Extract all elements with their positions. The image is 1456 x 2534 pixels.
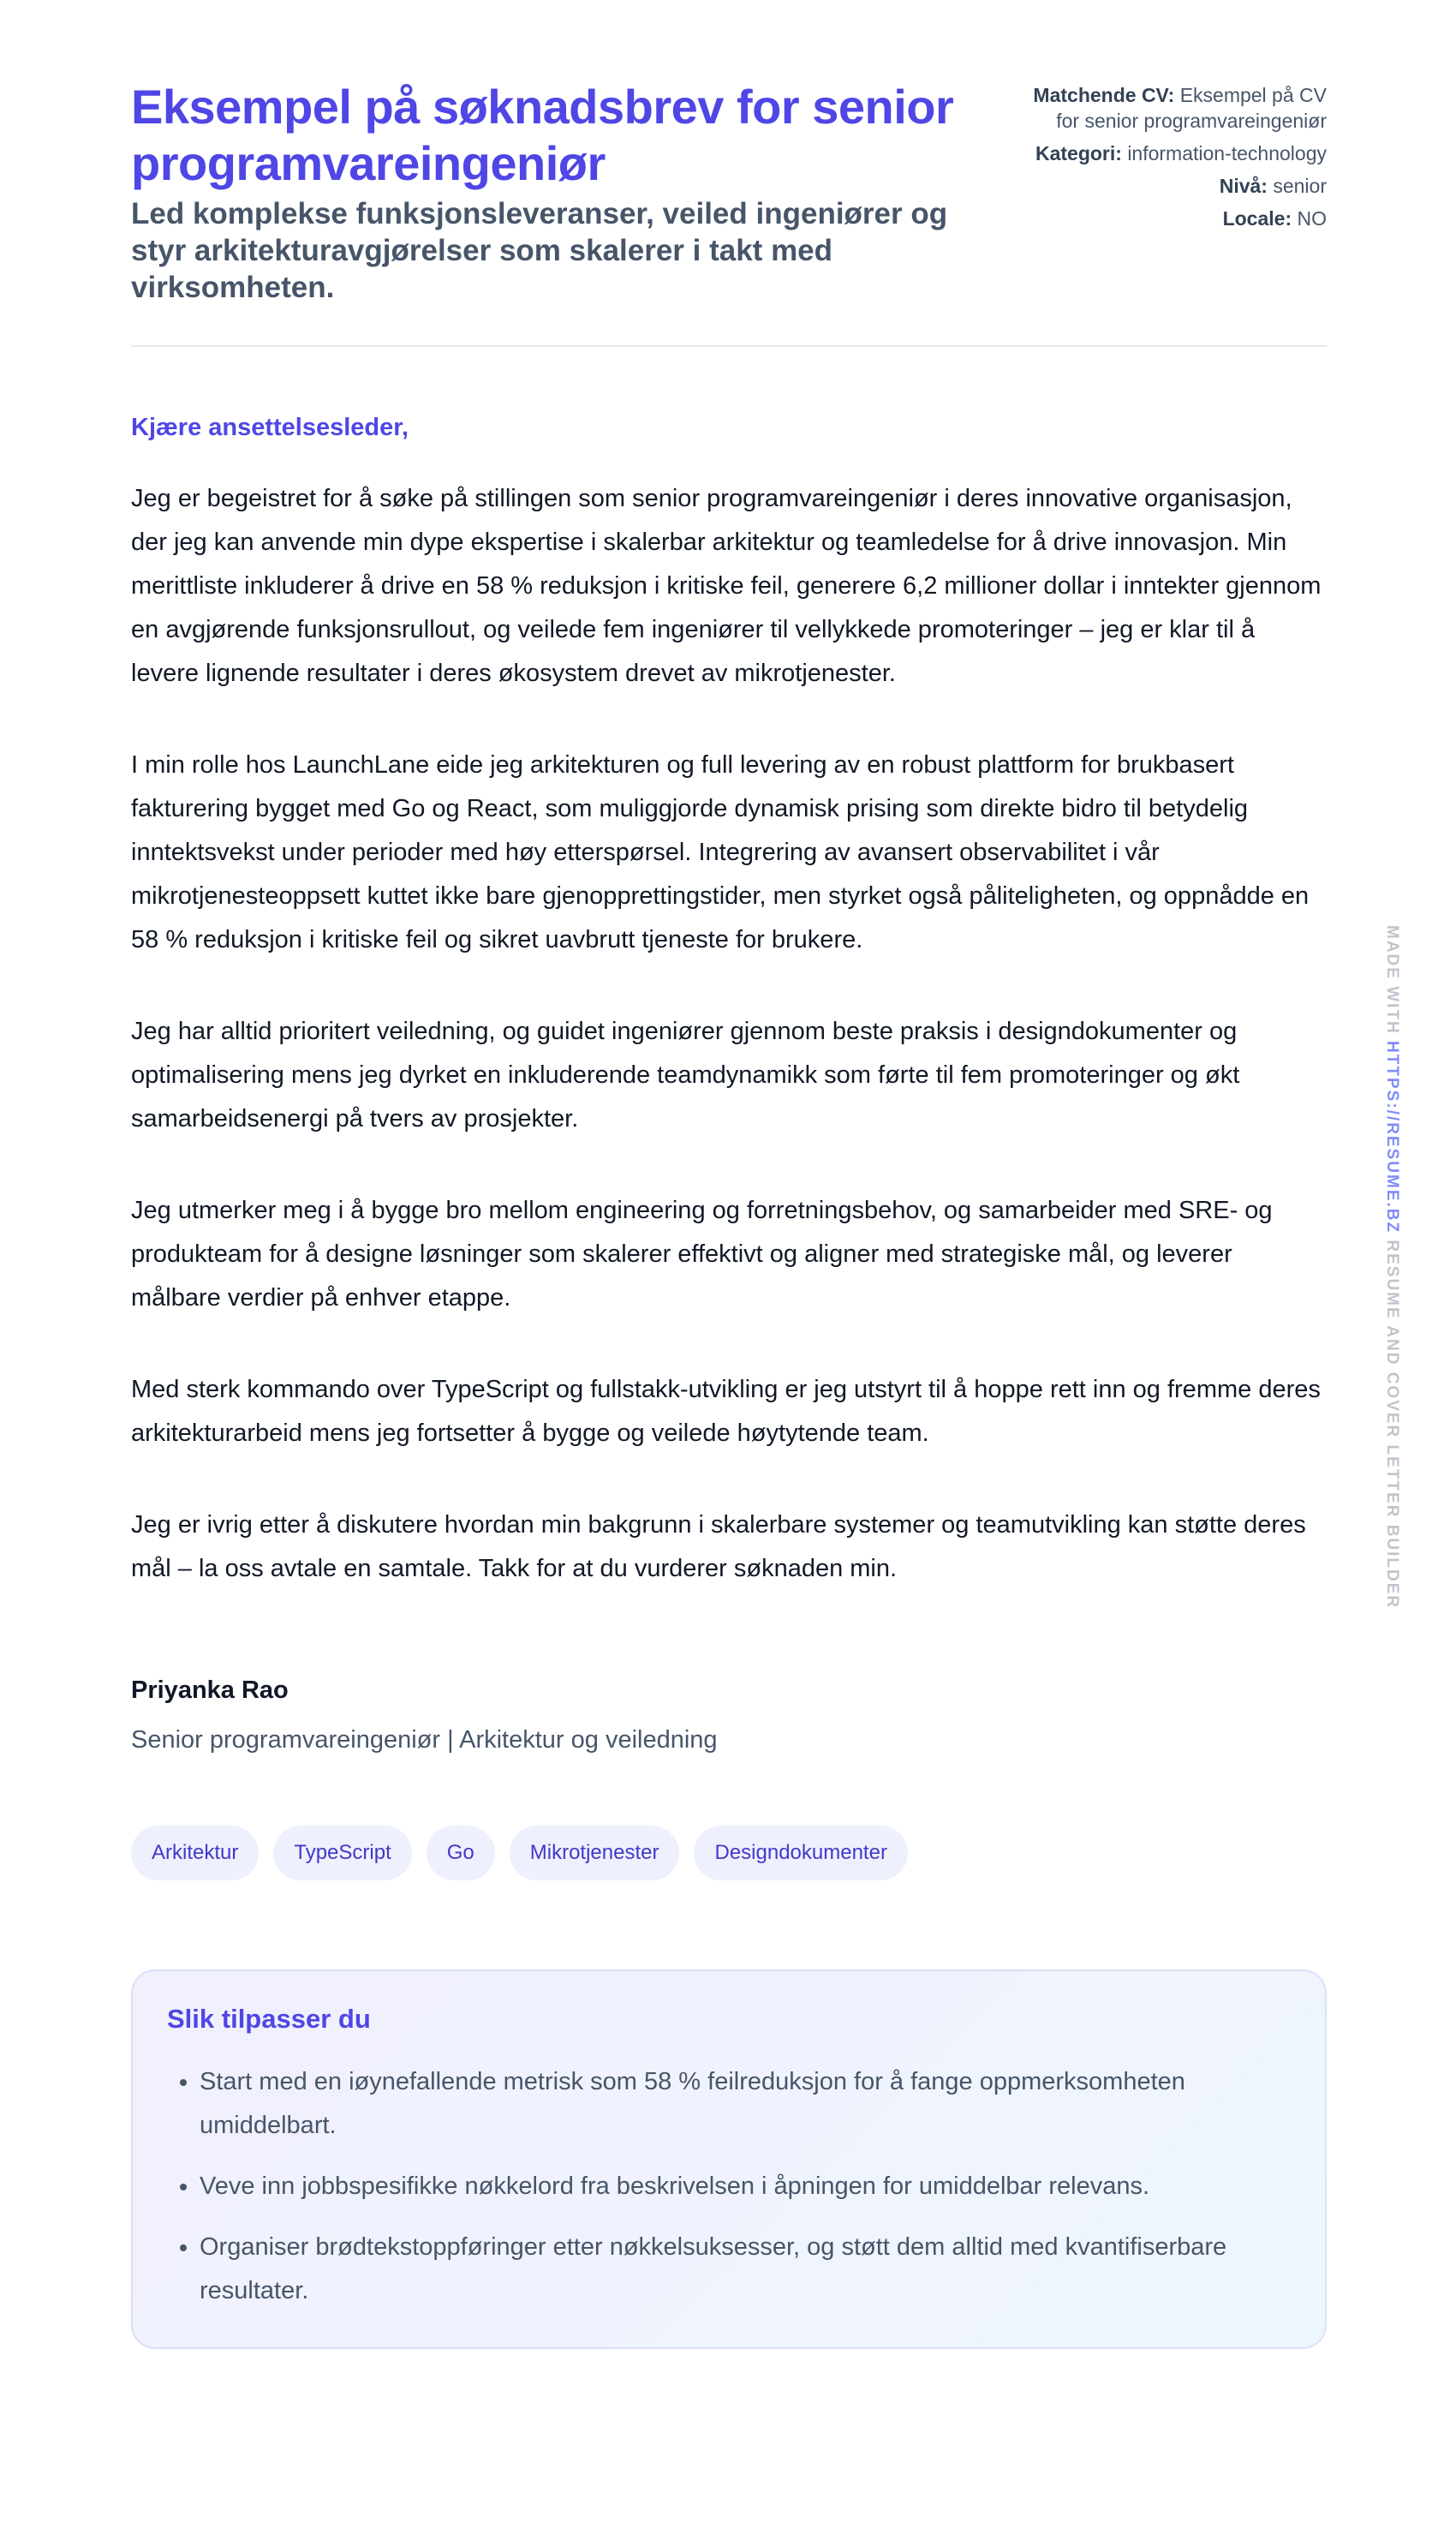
meta-category: [1027, 140, 1327, 166]
meta-value[interactable]: Eksempel på CV for senior programvareingeniør: [1056, 84, 1327, 132]
meta-level: [1027, 173, 1327, 199]
meta-value: NO: [1297, 207, 1327, 230]
tag-chip[interactable]: Designdokumenter: [694, 1826, 907, 1880]
watermark-suffix: RESUME AND COVER LETTER BUILDER: [1383, 1240, 1401, 1610]
tag-chip[interactable]: TypeScript: [273, 1826, 411, 1880]
greeting: Kjære ansettelsesleder,: [131, 414, 409, 441]
tag-list: [131, 1826, 1327, 1880]
watermark-prefix: MADE WITH: [1383, 925, 1401, 1035]
tips-box: [131, 1969, 1327, 2349]
cover-letter-page: [131, 0, 1327, 2349]
header-divider: [131, 345, 1327, 347]
meta-locale: [1027, 206, 1327, 231]
tag-chip[interactable]: Arkitektur: [131, 1826, 259, 1880]
meta-label: Nivå:: [1219, 175, 1268, 197]
tips-list: [167, 2060, 1291, 2313]
meta-value: information-technology: [1127, 142, 1327, 164]
signature-title: Senior programvareingeniør | Arkitektur og veiledning: [131, 1726, 718, 1754]
tag-chip[interactable]: Go: [427, 1826, 495, 1880]
meta-label: Locale:: [1222, 207, 1292, 230]
tip-item: • Start med en iøynefallende metrisk som 58 % feilreduksjon for å fange oppmerksomheten umiddelbart.: [200, 2060, 1291, 2148]
tag-chip[interactable]: Mikrotjenester: [510, 1826, 680, 1880]
tip-item: • Veve inn jobbspesifikke nøkkelord fra beskrivelsen i åpningen for umiddelbar relevans.: [200, 2165, 1291, 2208]
letter-paragraph: I min rolle hos LaunchLane eide jeg arkitekturen og full levering av en robust plattform for brukbasert fakturering bygget med Go og React, som muliggjorde dynamisk prising som direkte bidro til betydelig inntektsvekst under perioder med høy etterspørsel. Integrering av avansert observabilitet i vår mikrotjenesteoppsett kuttet ikke bare gjenopprettingstider, men styrket også påliteligheten, og oppnådde en 58 % reduksjon i kritiske feil og sikret uavbrutt tjeneste for brukere.: [131, 751, 1310, 953]
letter-paragraph: Jeg er begeistret for å søke på stillingen som senior programvareingeniør i deres innovative organisasjon, der jeg kan anvende min dype ekspertise i skalerbar arkitektur og teamledelse for å drive innovasjon. Min merittliste inkluderer å drive en 58 % reduksjon i kritiske feil, generere 6,2 millioner dollar i inntekter gjennom en avgjørende funksjonsrullout, og veilede fem ingeniører til vellykkede promoteringer – jeg er klar til å levere lignende resultater i deres økosystem drevet av mikrotjenester.: [131, 485, 1322, 687]
signature-name: Priyanka Rao: [131, 1676, 289, 1704]
signature: [131, 1673, 1327, 1757]
page-header: [131, 0, 1327, 306]
page-title: Eksempel på søknadsbrev for senior programvareingeniør: [131, 80, 954, 190]
letter-paragraph: Jeg har alltid prioritert veiledning, og guidet ingeniører gjennom beste praksis i designdokumenter og optimalisering mens jeg dyrket en inkluderende teamdynamikk som førte til fem promoteringer og økt samarbeidsenergi på tvers av prosjekter.: [131, 1018, 1240, 1133]
watermark: [1382, 925, 1401, 1609]
tip-item: • Organiser brødtekstoppføringer etter nøkkelsuksesser, og støtt dem alltid med kvantifiserbare resultater.: [200, 2226, 1291, 2313]
letter-paragraph: Jeg utmerker meg i å bygge bro mellom engineering og forretningsbehov, og samarbeider med SRE- og produkteam for å designe løsninger som skalerer effektivt og aligner med strategiske mål, og leverer målbare verdier på enhver etappe.: [131, 1197, 1273, 1312]
watermark-link[interactable]: HTTPS://RESUME.BZ: [1383, 1041, 1401, 1234]
page-subtitle: Led komplekse funksjonsleveranser, veiled ingeniører og styr arkitekturavgjørelser som skalerer i takt med virksomheten.: [131, 197, 948, 304]
header-left: [131, 79, 1005, 306]
tips-title: Slik tilpasser du: [167, 2004, 371, 2034]
letter-paragraph: Med sterk kommando over TypeScript og fullstakk-utvikling er jeg utstyrt til å hoppe rett inn og fremme deres arkitekturarbeid mens jeg fortsetter å bygge og veilede høytytende team.: [131, 1376, 1321, 1447]
meta-value: senior: [1273, 175, 1327, 197]
meta-matching-cv: [1027, 82, 1327, 134]
meta-label: Kategori:: [1035, 142, 1122, 164]
meta-label: Matchende CV:: [1033, 84, 1175, 106]
letter-paragraph: Jeg er ivrig etter å diskutere hvordan min bakgrunn i skalerbare systemer og teamutvikling kan støtte deres mål – la oss avtale en samtale. Takk for at du vurderer søknaden min.: [131, 1511, 1306, 1582]
letter-body: [131, 410, 1327, 1591]
meta-panel: [1027, 79, 1327, 306]
